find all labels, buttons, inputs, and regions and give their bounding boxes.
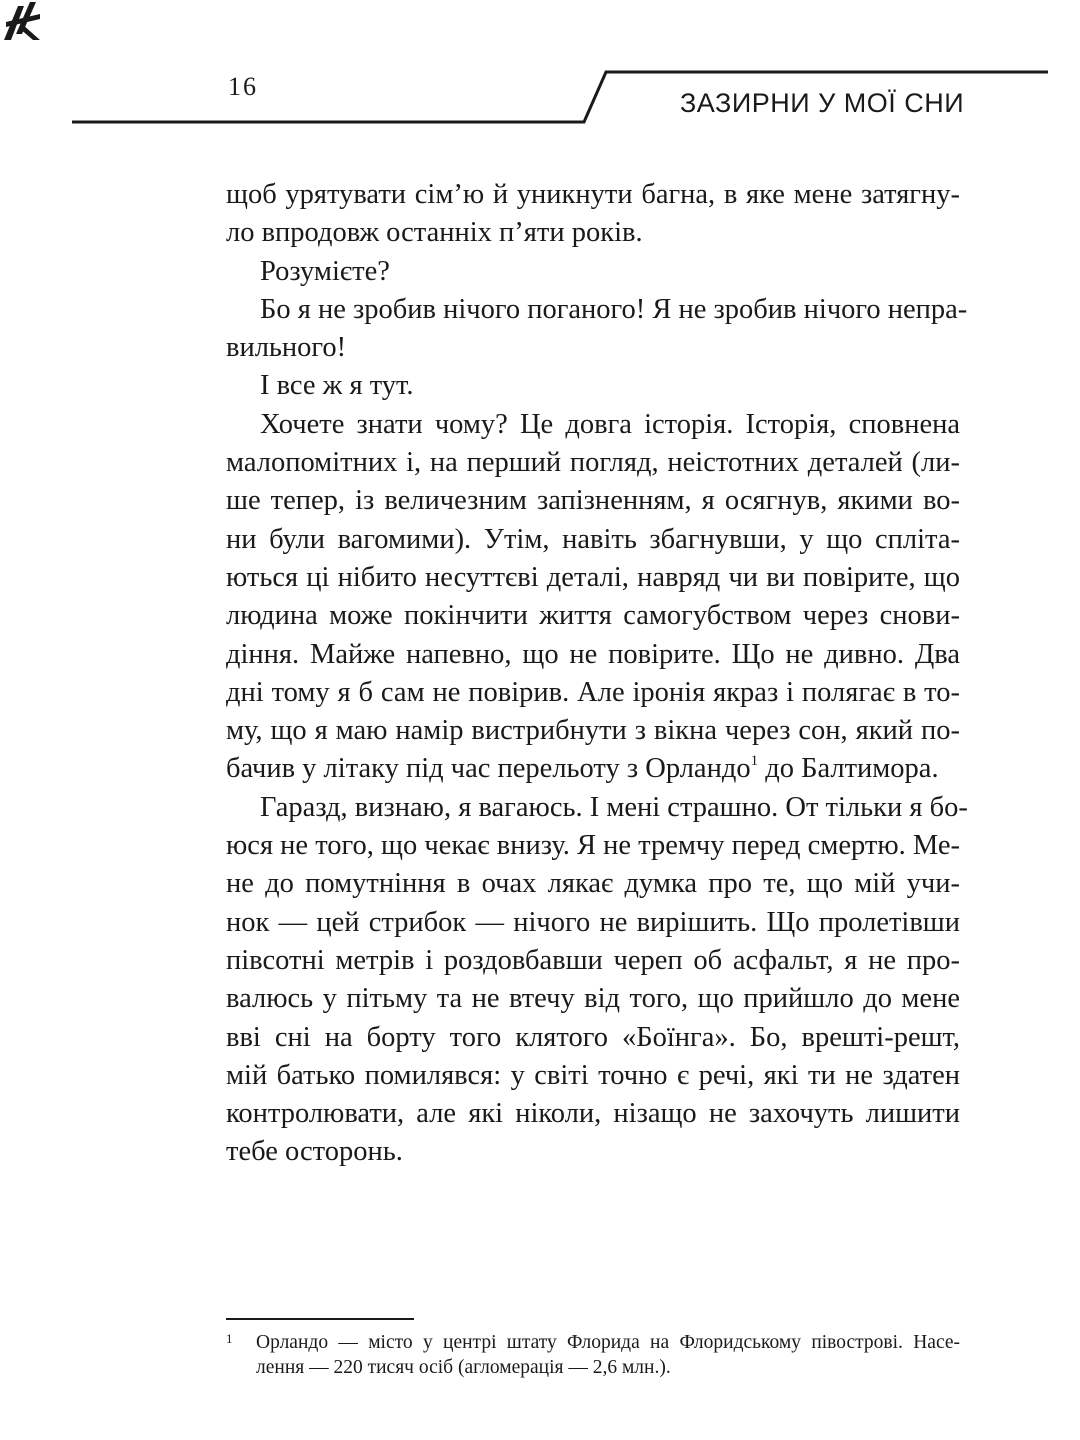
text-line: не до помутніння в очах лякає думка про те, що мій учи- — [226, 868, 960, 900]
text-line: Розумієте? — [260, 255, 390, 287]
text-line: Гаразд, визнаю, я вагаюсь. І мені страшно. От тільки я бо- — [260, 791, 968, 823]
footnote-divider — [226, 1318, 414, 1320]
footnote-ref[interactable]: 1 — [750, 753, 759, 770]
body-text — [226, 176, 968, 1172]
header-rule — [0, 0, 1080, 140]
text-line-tail: до Балтимора. — [758, 753, 939, 785]
page-header — [0, 0, 1080, 140]
text-line: щоб урятувати сім’ю й уникнути багна, в яке мене затягну- — [226, 179, 960, 210]
text-line: Бо я не зробив нічого поганого! Я не зробив нічого непра- — [260, 293, 968, 325]
text-line: валюсь у пітьму та не втечу від того, що прийшло до мене — [226, 983, 960, 1015]
footnote-line: лення — 220 тисяч осіб (агломерація — 2,6 млн.). — [256, 1357, 671, 1378]
text-line: малопомітних і, на перший погляд, неістотних деталей (ли- — [226, 447, 960, 479]
text-line: ни були вагомими). Утім, навіть збагнувши, у що спліта- — [226, 523, 960, 555]
text-line: му, що я маю намір вистрибнути з вікна через сон, який по- — [226, 715, 960, 747]
text-line: Хочете знати чому? Це довга історія. Історія, сповнена — [260, 408, 960, 440]
text-line: вві сні на борту того клятого «Боїнга». Бо, врешті-решт, — [226, 1021, 960, 1053]
running-title: ЗАЗИРНИ У МОЇ СНИ — [680, 88, 965, 118]
text-line: дні тому я б сам не повірив. Але іронія якраз і полягає в то- — [226, 676, 960, 708]
text-line: людина може покінчити життя самогубством через снови- — [226, 600, 960, 632]
text-line — [226, 750, 960, 788]
text-line: юся не того, що чекає внизу. Я не тремчу перед смертю. Ме- — [226, 830, 960, 862]
text-line: ються ці нібито несуттєві деталі, навряд чи ви повірите, що — [226, 561, 960, 593]
text-line: тебе осторонь. — [226, 1136, 403, 1168]
text-line: діння. Майже напевно, що не повірите. Що не дивно. Два — [226, 638, 960, 670]
text-line: ше тепер, із величезним запізненням, я осягнув, якими во- — [226, 485, 960, 517]
footnote — [226, 1330, 960, 1380]
footnote-line: Орландо — місто у центрі штату Флорида на Флоридському півострові. Насе- — [256, 1332, 960, 1353]
text-line: нок — цей стрибок — нічого не вирішить. Що пролетівши — [226, 906, 960, 938]
publisher-logo-icon — [0, 0, 44, 42]
text-line: І все ж я тут. — [260, 370, 414, 402]
footnote-mark: 1 — [226, 1331, 233, 1346]
text-line: мій батько помилявся: у світі точно є речі, які ти не здатен — [226, 1059, 960, 1091]
text-line: півсотні метрів і роздовбавши череп об асфальт, я не про- — [226, 944, 960, 976]
text-line: ло впродовж останніх п’яти років. — [226, 217, 643, 249]
text-line: вильного! — [226, 332, 347, 364]
text-line: контролювати, але які ніколи, нізащо не захочуть лишити — [226, 1098, 960, 1130]
text-line-head: бачив у літаку під час перельоту з Орландо — [226, 753, 751, 785]
page-number: 16 — [228, 72, 258, 101]
